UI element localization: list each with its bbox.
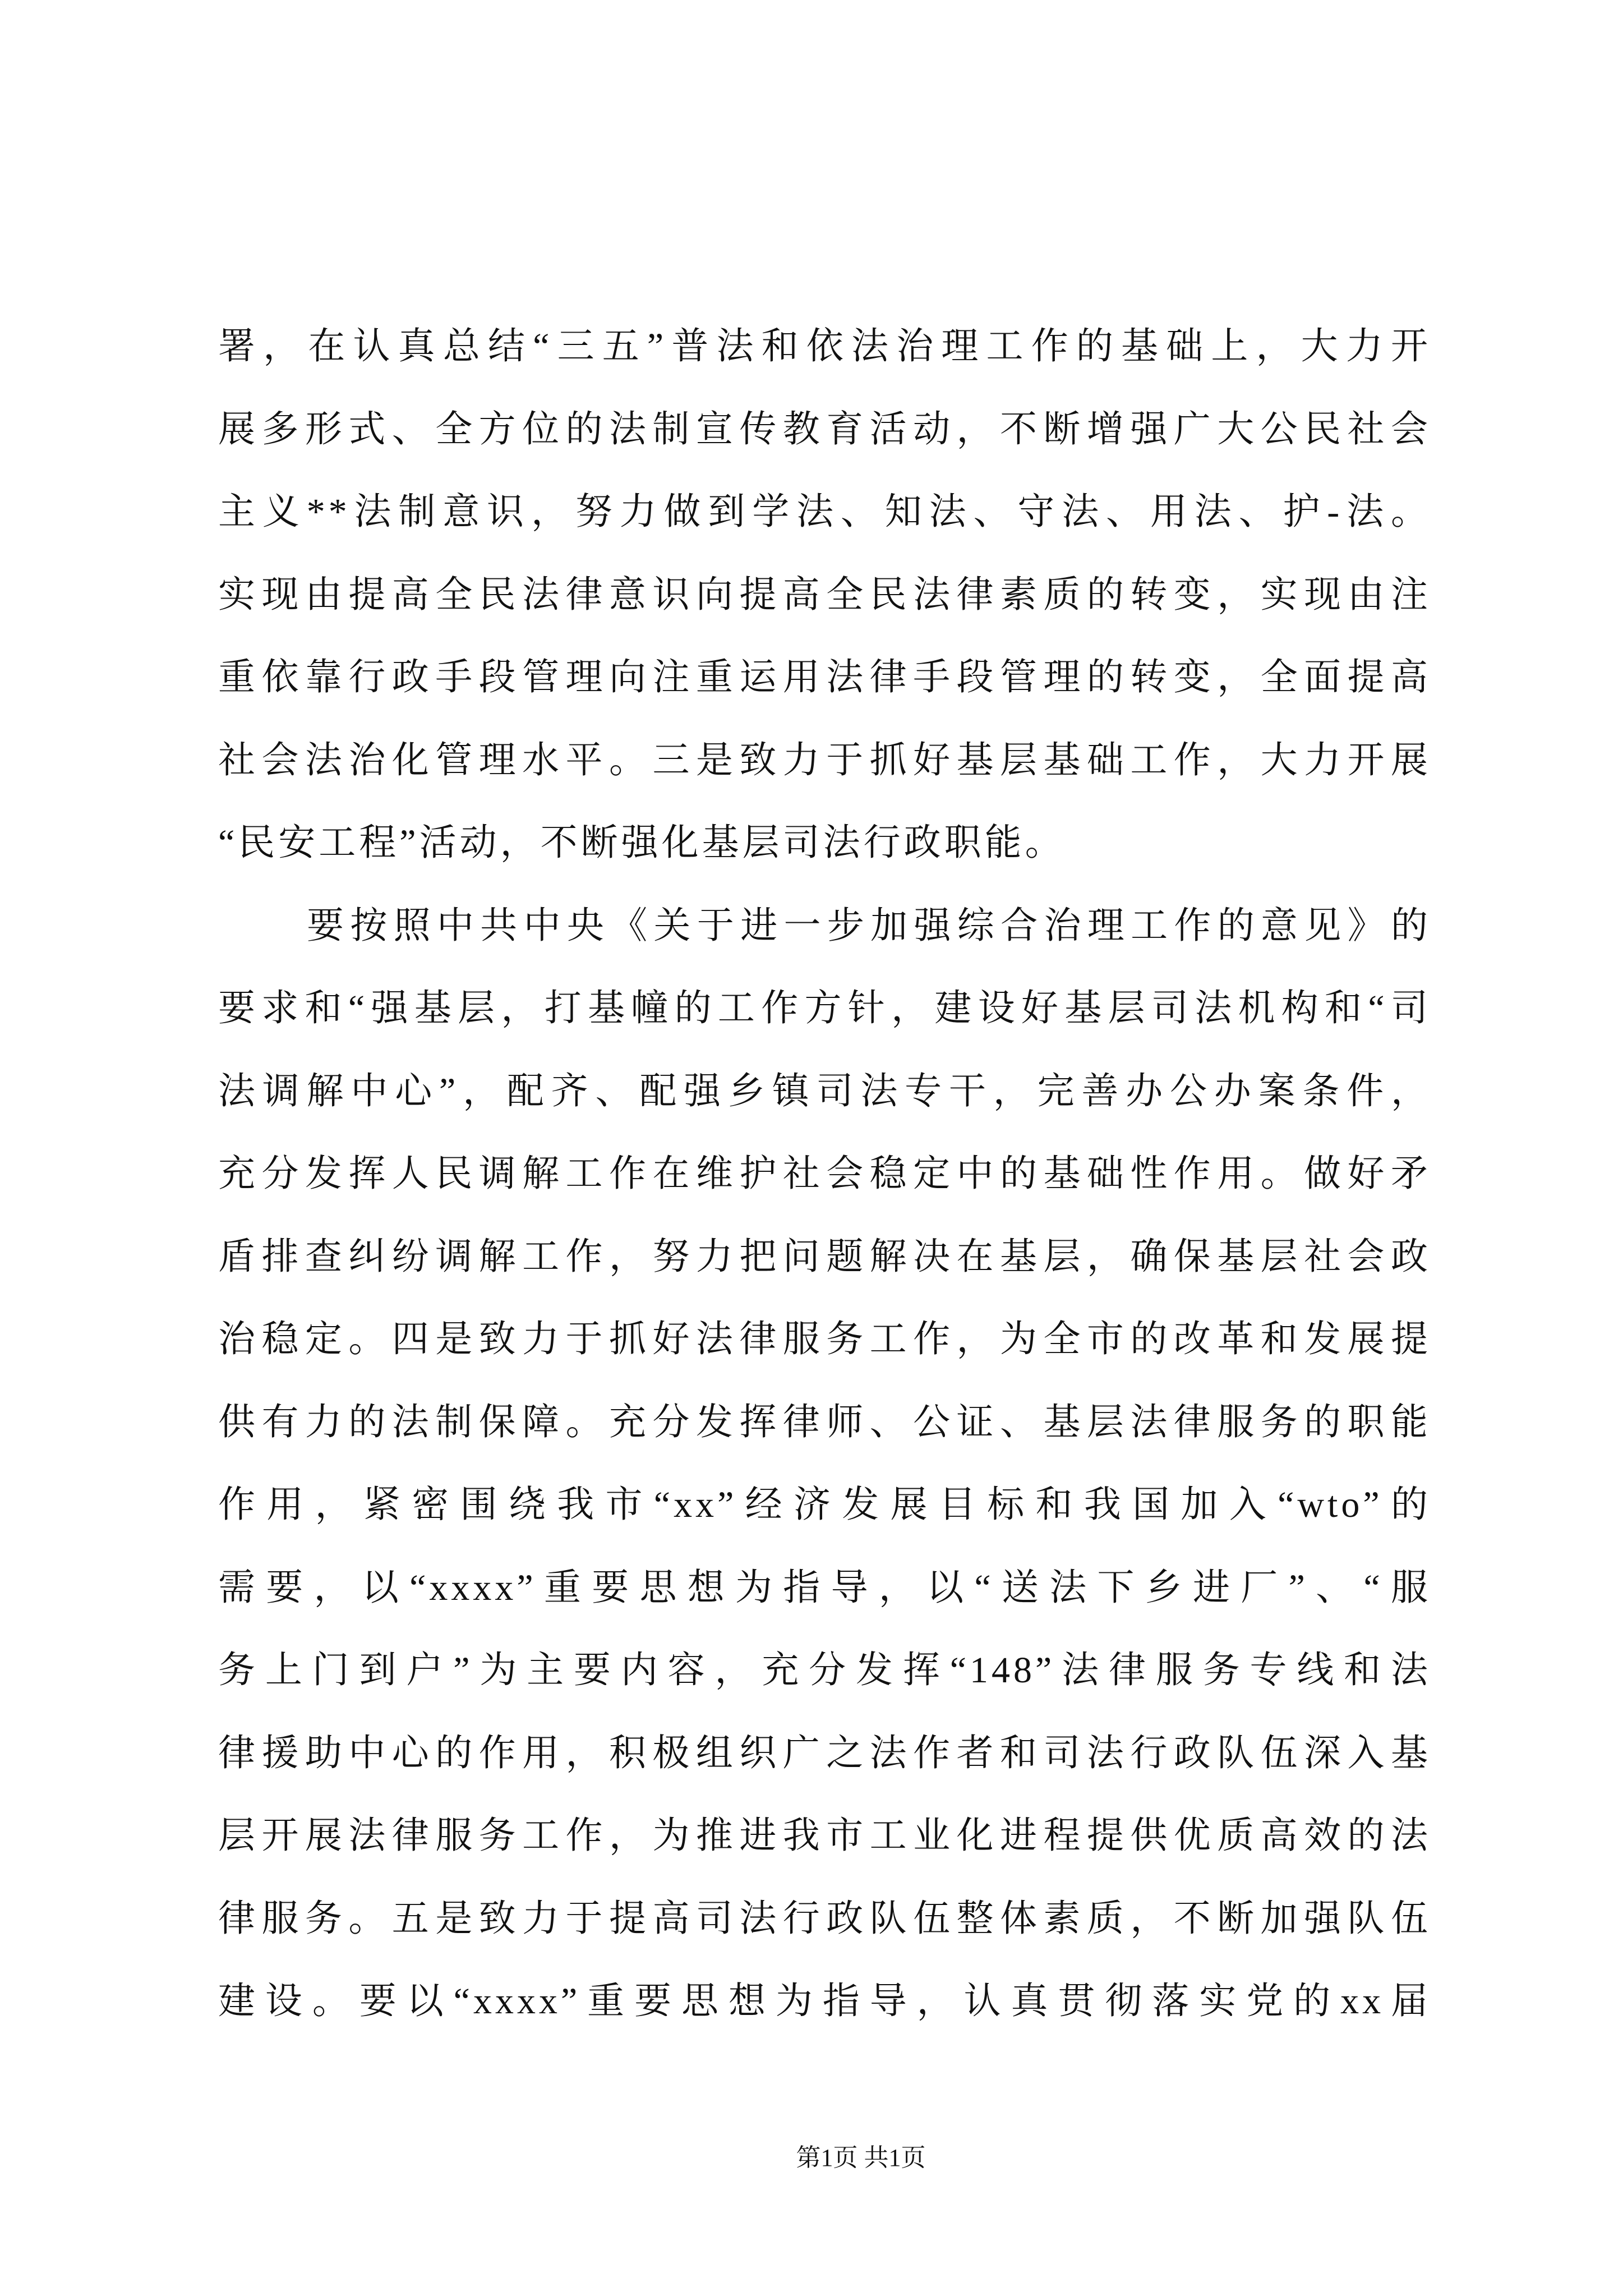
text-line: 律援助中心的作用，积极组织广之法作者和司法行政队伍深入基 <box>218 1732 1431 1774</box>
text-line: 治稳定。四是致力于抓好法律服务工作，为全市的改革和发展提 <box>218 1319 1431 1360</box>
text-line: 作用，紧密围绕我市“xx”经济发展目标和我国加入“wto”的 <box>218 1484 1431 1525</box>
text-line: 重依靠行政手段管理向注重运用法律手段管理的转变，全面提高 <box>218 657 1431 698</box>
paragraph <box>218 305 1431 885</box>
text-line: 务上门到户”为主要内容，充分发挥“148”法律服务专线和法 <box>218 1650 1431 1691</box>
page-number-footer: 第1页 共1页 <box>796 2144 926 2171</box>
paragraph <box>218 885 1431 2043</box>
text-line: 充分发挥人民调解工作在维护社会稳定中的基础性作用。做好矛 <box>218 1153 1431 1194</box>
text-line: 需要，以“xxxx”重要思想为指导，以“送法下乡进厂”、“服 <box>218 1567 1431 1608</box>
text-line: 律服务。五是致力于提高司法行政队伍整体素质，不断加强队伍 <box>218 1898 1431 1939</box>
text-line: 要求和“强基层，打基幢的工作方针，建设好基层司法机构和“司 <box>218 988 1431 1029</box>
text-line: 展多形式、全方位的法制宣传教育活动，不断增强广大公民社会 <box>218 408 1431 450</box>
text-line: 供有力的法制保障。充分发挥律师、公证、基层法律服务的职能 <box>218 1401 1431 1443</box>
text-line: 实现由提高全民法律意识向提高全民法律素质的转变，实现由注 <box>218 574 1431 615</box>
text-line: 层开展法律服务工作，为推进我市工业化进程提供优质高效的法 <box>218 1815 1431 1856</box>
text-line: “民安工程”活动，不断强化基层司法行政职能。 <box>218 822 1066 863</box>
text-line: 法调解中心”，配齐、配强乡镇司法专干，完善办公办案条件， <box>218 1070 1431 1112</box>
text-line: 署，在认真总结“三五”普法和依法治理工作的基础上，大力开 <box>218 326 1431 367</box>
text-line: 社会法治化管理水平。三是致力于抓好基层基础工作，大力开展 <box>218 739 1431 781</box>
text-line: 主义**法制意识，努力做到学法、知法、守法、用法、护-法。 <box>218 491 1431 532</box>
text-line: 盾排查纠纷调解工作，努力把问题解决在基层，确保基层社会政 <box>218 1236 1431 1277</box>
text-line: 要按照中共中央《关于进一步加强综合治理工作的意见》的 <box>307 905 1431 946</box>
document-body <box>218 305 1431 2043</box>
text-line: 建设。要以“xxxx”重要思想为指导，认真贯彻落实党的xx届 <box>218 1981 1431 2022</box>
